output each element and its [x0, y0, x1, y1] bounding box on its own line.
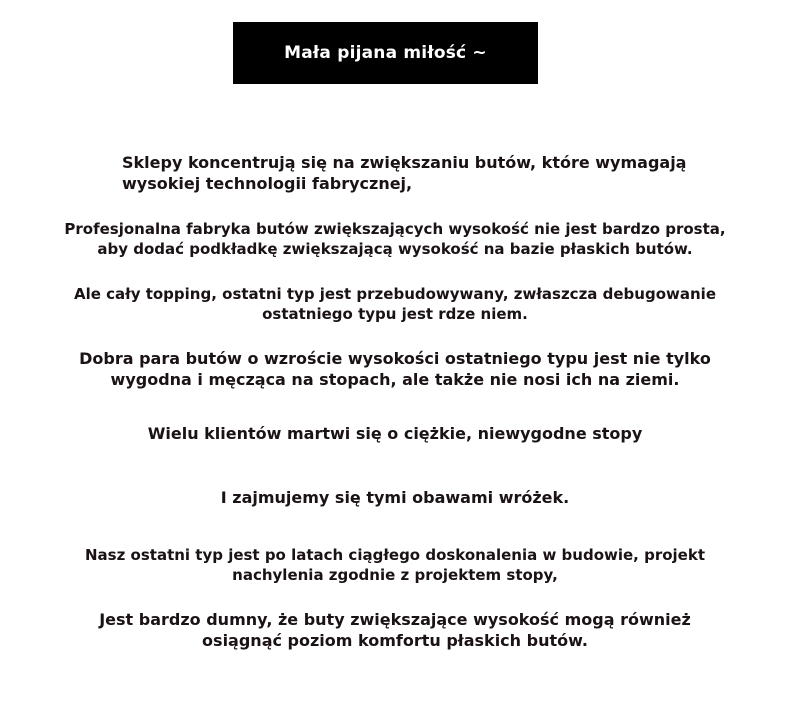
- paragraph-6-line-1: I zajmujemy się tymi obawami wróżek.: [220, 488, 570, 507]
- paragraph-8: [0, 609, 790, 651]
- paragraph-1: [122, 152, 686, 194]
- paragraph-2: [0, 219, 790, 259]
- page-title: Mała pijana miłość ~: [284, 43, 487, 63]
- paragraph-3-line-2: ostatniego typu jest rdze niem.: [262, 305, 528, 323]
- paragraph-6: [0, 487, 790, 508]
- paragraph-1-line-1: Sklepy koncentrują się na zwiększaniu butów, które wymagają: [122, 153, 687, 172]
- paragraph-2-line-1: Profesjonalna fabryka butów zwiększających wysokość nie jest bardzo prosta,: [64, 220, 726, 238]
- paragraph-7: [0, 545, 790, 585]
- paragraph-7-line-2: nachylenia zgodnie z projektem stopy,: [232, 566, 558, 584]
- paragraph-8-line-1: Jest bardzo dumny, że buty zwiększające wysokość mogą również: [99, 610, 691, 629]
- paragraph-3: [0, 284, 790, 324]
- paragraph-8-line-2: osiągnąć poziom komfortu płaskich butów.: [202, 631, 588, 650]
- paragraph-4-line-2: wygodna i męcząca na stopach, ale także nie nosi ich na ziemi.: [110, 370, 680, 389]
- paragraph-5-line-1: Wielu klientów martwi się o ciężkie, niewygodne stopy: [147, 424, 643, 443]
- paragraph-7-line-1: Nasz ostatni typ jest po latach ciągłego doskonalenia w budowie, projekt: [84, 546, 705, 564]
- paragraph-4: [0, 348, 790, 390]
- paragraph-4-line-1: Dobra para butów o wzroście wysokości ostatniego typu jest nie tylko: [79, 349, 711, 368]
- page-title-banner: [233, 22, 538, 84]
- paragraph-5: [0, 423, 790, 444]
- paragraph-2-line-2: aby dodać podkładkę zwiększającą wysokość na bazie płaskich butów.: [97, 240, 693, 258]
- paragraph-1-line-2: wysokiej technologii fabrycznej,: [122, 174, 413, 193]
- paragraph-3-line-1: Ale cały topping, ostatni typ jest przebudowywany, zwłaszcza debugowanie: [73, 285, 716, 303]
